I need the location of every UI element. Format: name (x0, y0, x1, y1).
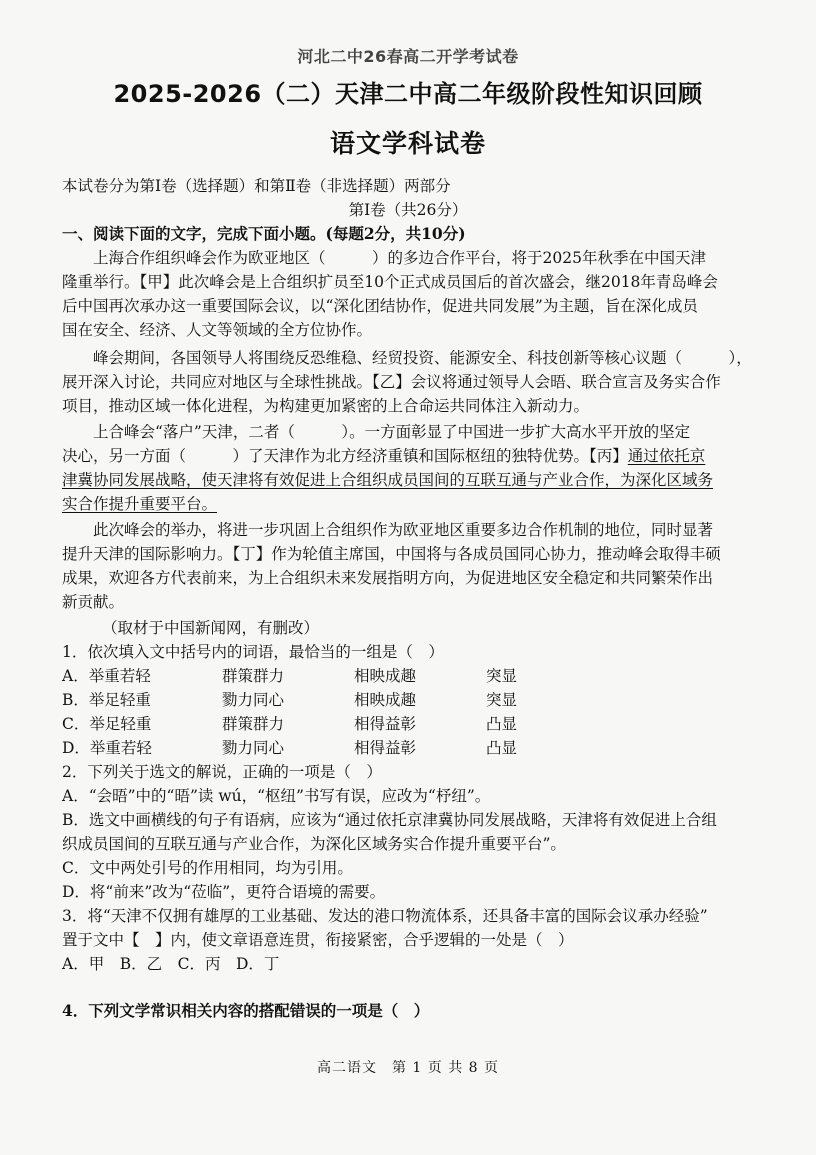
q1-option-c (62, 712, 762, 736)
passage-line: 成果，欢迎各方代表前来，为上合组织未来发展指明方向，为促进地区安全稳定和共同繁荣作出 (62, 569, 714, 587)
q1-option-a (62, 664, 762, 688)
q1-option-d (62, 736, 762, 760)
option-text: 相映成趣 (354, 667, 417, 685)
underlined-sentence: 津冀协同发展战略，使天津将有效促进上合组织成员国间的互联互通与产业合作，为深化区域务 (62, 471, 714, 489)
passage-line: 隆重举行。【甲】此次峰会是上合组织扩员至10个正式成员国后的首次盛会，继2018年青岛峰会 (62, 273, 718, 291)
passage-line (62, 444, 705, 468)
section1-heading: 一、阅读下面的文字，完成下面小题。(每题2分，共10分) (62, 224, 466, 243)
question-3-stem-cont: 置于文中【 】内，使文章语意连贯，衔接紧密，合乎逻辑的一处是（ ） (62, 931, 574, 949)
passage-line: 上海合作组织峰会作为欧亚地区（ ）的多边合作平台，将于2025年秋季在中国天津 (93, 249, 706, 267)
q2-option-c: C．文中两处引号的作用相同，均为引用。 (62, 859, 353, 877)
option-text: 突显 (486, 691, 518, 709)
q3-options: A．甲 B．乙 C．丙 D．丁 (62, 955, 280, 973)
underlined-sentence: 通过依托京 (627, 447, 706, 465)
option-text: 群策群力 (222, 715, 285, 733)
part1-heading: 第Ⅰ卷（共26分） (348, 201, 468, 219)
option-text: 突显 (486, 667, 518, 685)
option-text: D．举重若轻 (62, 739, 152, 757)
passage-line: 国在安全、经济、人文等领域的全方位协作。 (62, 321, 373, 339)
option-text: 相得益彰 (354, 739, 417, 757)
exam-subtitle: 语文学科试卷 (329, 129, 486, 158)
q2-option-a: A．“会晤”中的“晤”读 wú，“枢纽”书写有误，应改为“杼纽”。 (62, 787, 491, 805)
passage-line: 项目，推动区域一体化进程，为构建更加紧密的上合命运共同体注入新动力。 (62, 397, 590, 415)
exam-intro: 本试卷分为第Ⅰ卷（选择题）和第Ⅱ卷（非选择题）两部分 (62, 177, 451, 195)
option-text: 群策群力 (222, 667, 285, 685)
passage-line: 新贡献。 (62, 593, 125, 611)
question-4-stem: 4．下列文学常识相关内容的搭配错误的一项是（ ） (62, 1001, 430, 1020)
question-3-stem: 3．将“天津不仅拥有雄厚的工业基础、发达的港口物流体系，还具备丰富的国际会议承办经验” (62, 907, 708, 925)
exam-title: 2025-2026（二）天津二中高二年级阶段性知识回顾 (113, 80, 703, 108)
option-text: 勠力同心 (222, 691, 285, 709)
passage-line: 后中国再次承办这一重要国际会议，以“深化团结协作，促进共同发展”为主题，旨在深化成员 (62, 297, 698, 315)
question-2-stem: 2．下列关于选文的解说，正确的一项是（ ） (62, 763, 382, 781)
exam-top-note: 河北二中26春高二开学考试卷 (297, 47, 519, 66)
passage-line: 展开深入讨论，共同应对地区与全球性挑战。【乙】会议将通过领导人会晤、联合宣言及务实合作 (62, 373, 721, 391)
option-text: 勠力同心 (222, 739, 285, 757)
passage-source: （取材于中国新闻网，有删改） (102, 619, 320, 637)
q2-option-b: B．选文中画横线的句子有语病，应该为“通过依托京津冀协同发展战略，天津将有效促进上合组 (62, 811, 717, 829)
q1-option-b (62, 688, 762, 712)
question-1-stem: 1．依次填入文中括号内的词语，最恰当的一组是（ ） (62, 643, 444, 661)
option-text: A．举重若轻 (62, 667, 151, 685)
underlined-sentence: 实合作提升重要平台。 (62, 495, 218, 513)
q2-option-d: D．将“前来”改为“莅临”，更符合语境的需要。 (62, 883, 386, 901)
page-footer: 高二语文 第 1 页 共 8 页 (316, 1060, 500, 1076)
option-text: C．举足轻重 (62, 715, 152, 733)
option-text: 凸显 (486, 715, 518, 733)
option-text: B．举足轻重 (62, 691, 151, 709)
passage-text: 决心，另一方面（ ）了天津作为北方经济重镇和国际枢纽的独特优势。【丙】 (62, 447, 628, 465)
option-text: 凸显 (486, 739, 518, 757)
passage-line: 峰会期间，各国领导人将围绕反恐维稳、经贸投资、能源安全、科技创新等核心议题（ ）， (93, 349, 752, 367)
option-text: 相得益彰 (354, 715, 417, 733)
passage-line: 上合峰会“落户”天津，二者（ ）。一方面彰显了中国进一步扩大高水平开放的坚定 (93, 423, 691, 441)
option-text: 相映成趣 (354, 691, 417, 709)
q2-option-b-cont: 织成员国间的互联互通与产业合作，为深化区域务实合作提升重要平台”。 (62, 835, 566, 853)
passage-line: 此次峰会的举办，将进一步巩固上合组织作为欧亚地区重要多边合作机制的地位，同时显著 (93, 521, 714, 539)
passage-line: 提升天津的国际影响力。【丁】作为轮值主席国，中国将与各成员国同心协力，推动峰会取得丰硕 (62, 545, 721, 563)
